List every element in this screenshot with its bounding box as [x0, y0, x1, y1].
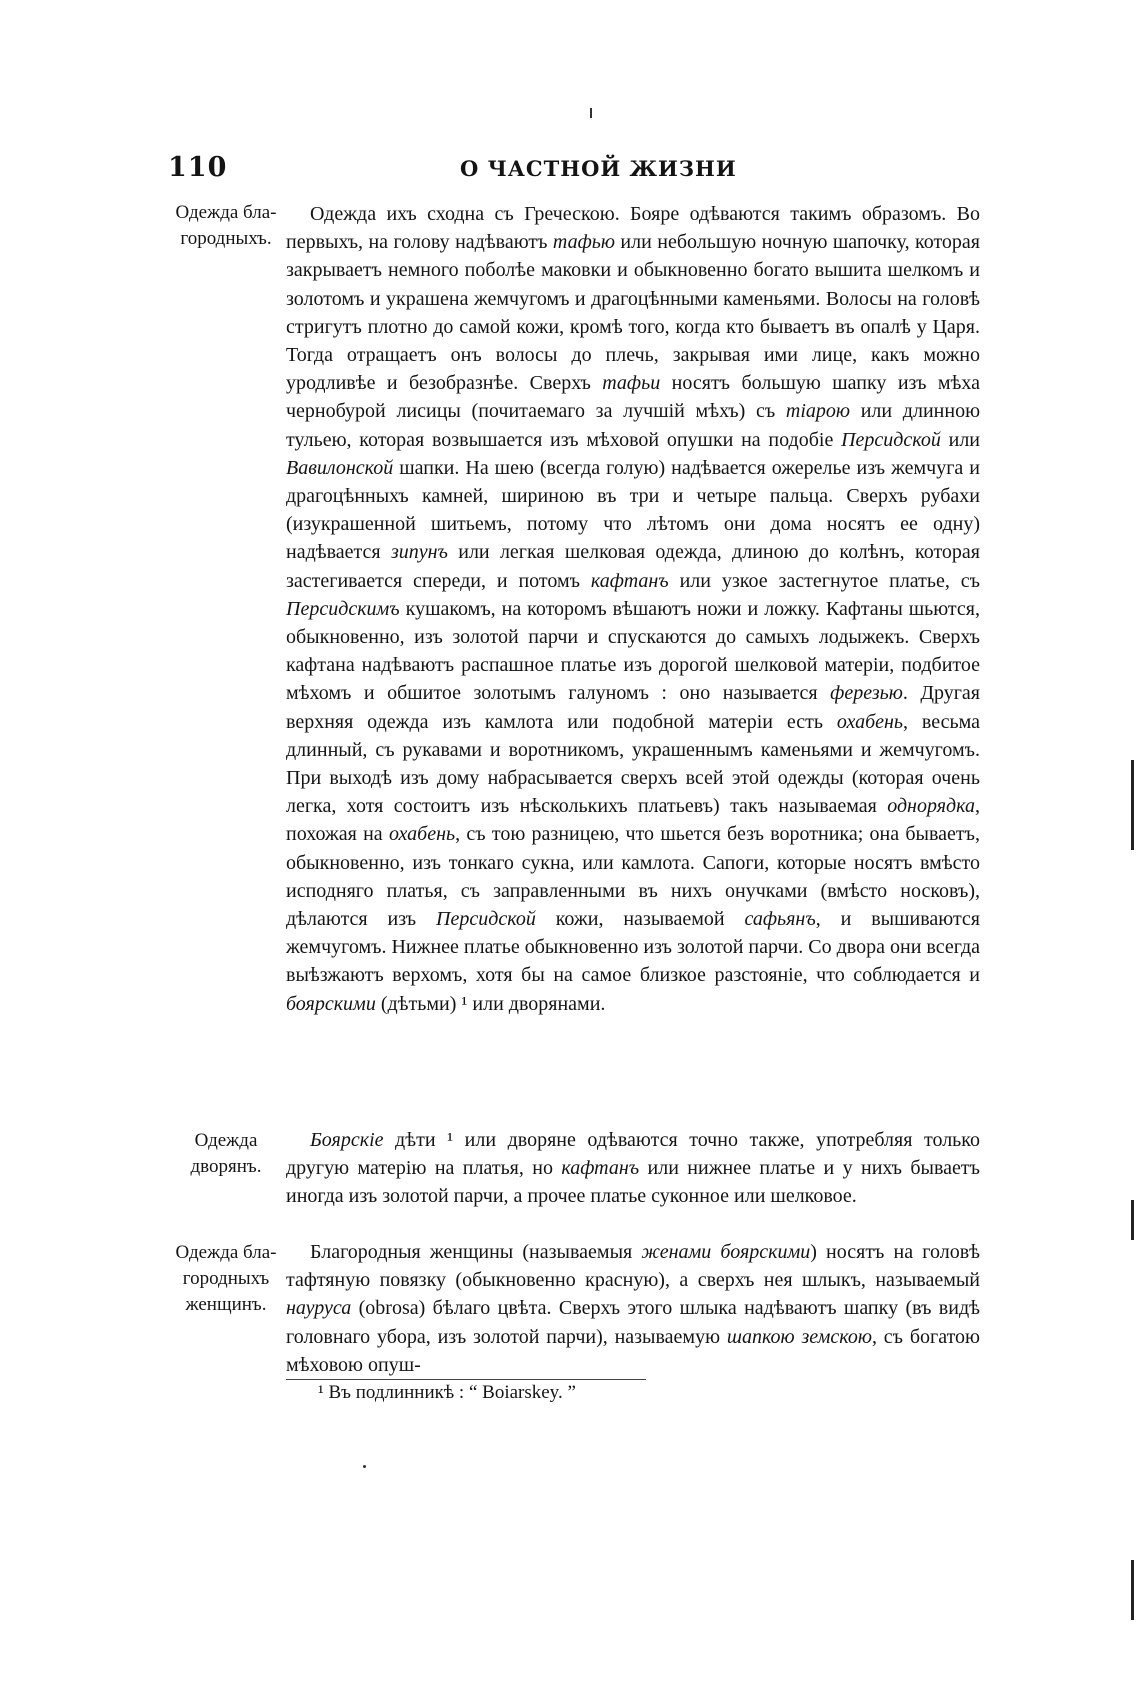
- page-edge-shadow: [1131, 1560, 1134, 1620]
- page-edge-shadow: [1131, 760, 1134, 850]
- page-number: 110: [168, 152, 228, 183]
- scan-speck: [590, 108, 592, 118]
- footnote: ¹ Въ подлинникѣ : “ Boiarskey. ”: [318, 1382, 576, 1403]
- scan-speck: [363, 1465, 366, 1468]
- paragraph: Боярскіе дѣти ¹ или дворяне одѣваются точно также, употребляя только другую матерію на платья, но кафтанъ или нижнее платье и у нихъ бываетъ иногда изъ золотой парчи, а прочее платье суконное или шелковое.: [286, 1129, 981, 1208]
- paragraph: Благородныя женщины (называемыя женами боярскими) носятъ на головѣ тафтяную повязку (обыкновенно красную), а сверхъ нея шлыкъ, называемый науруса (obrosa) бѣлаго цвѣта. Сверхъ этого шлыка надѣваютъ шапку (въ видѣ головнаго убора, изъ золотой парчи), называемую шапкою земскою, съ богатою мѣховою опуш-: [286, 1241, 981, 1376]
- margin-note: Одежда дворянъ.: [190, 1130, 262, 1177]
- running-head: О ЧАСТНОЙ ЖИЗНИ: [460, 156, 737, 181]
- page-edge-shadow: [1131, 1200, 1134, 1240]
- margin-note: Одежда бла-городныхъ.: [175, 202, 277, 249]
- footnote-rule: [286, 1379, 646, 1380]
- paragraph: Одежда ихъ сходна съ Греческою. Бояре одѣваются такимъ образомъ. Во первыхъ, на голову надѣваютъ тафью или небольшую ночную шапочку, которая закрываетъ немного поболѣе маковки и обыкновенно богато вышита шелкомъ и золотомъ и украшена жемчугомъ и драгоцѣнными каменьями. Волосы на головѣ стригутъ плотно до самой кожи, кромѣ того, когда кто бываетъ въ опалѣ у Царя. Тогда отращаетъ онъ волосы до плечь, закрывая ими лице, какъ можно уродливѣе и безобразнѣе. Сверхъ тафьи носятъ большую шапку изъ мѣха чернобурой лисицы (почитаемаго за лучшій мѣхъ) съ тіарою или длинною тульею, которая возвышается изъ мѣховой опушки на подобіе Персидской или Вавилонской шапки. На шею (всегда голую) надѣвается ожерелье изъ жемчуга и драгоцѣнныхъ камней, шириною въ три и четыре пальца. Сверхъ рубахи (изукрашенной шитьемъ, потому что лѣтомъ они дома носятъ ее одну) надѣвается зипунъ или легкая шелковая одежда, длиною до колѣнъ, которая застегивается спереди, и потомъ кафтанъ или узкое застегнутое платье, съ Персидскимъ кушакомъ, на которомъ вѣшаютъ ножи и ложку. Кафтаны шьются, обыкновенно, изъ золотой парчи и спускаются до самыхъ лодыжекъ. Сверхъ кафтана надѣваютъ распашное платье изъ дорогой шелковой матеріи, подбитое мѣхомъ и обшитое золотымъ галуномъ : оно называется ферезью. Другая верхняя одежда изъ камлота или подобной матеріи есть охабень, весьма длинный, съ рукавами и воротникомъ, украшеннымъ каменьями и жемчугомъ. При выходѣ изъ дому набрасывается сверхъ всей этой одежды (которая очень легка, хотя состоитъ изъ нѣсколькихъ платьевъ) такъ называемая однорядка, похожая на охабень, съ тою разницею, что шьется безъ воротника; она бываетъ, обыкновенно, изъ тонкаго сукна, или камлота. Сапоги, которые носятъ вмѣсто исподняго платья, съ заправленными въ нихъ онучками (вмѣсто носковъ), дѣлаются изъ Персидской кожи, называемой сафьянъ, и вышиваются жемчугомъ. Нижнее платье обыкновенно изъ золотой парчи. Со двора они всегда выѣзжаютъ верхомъ, хотя бы на самое близкое разстояніе, что соблюдается и боярскими (дѣтьми) ¹ или дворянами.: [286, 203, 981, 1015]
- page-header: [168, 152, 980, 192]
- margin-note: Одежда бла-городныхъ женщинъ.: [175, 1242, 277, 1315]
